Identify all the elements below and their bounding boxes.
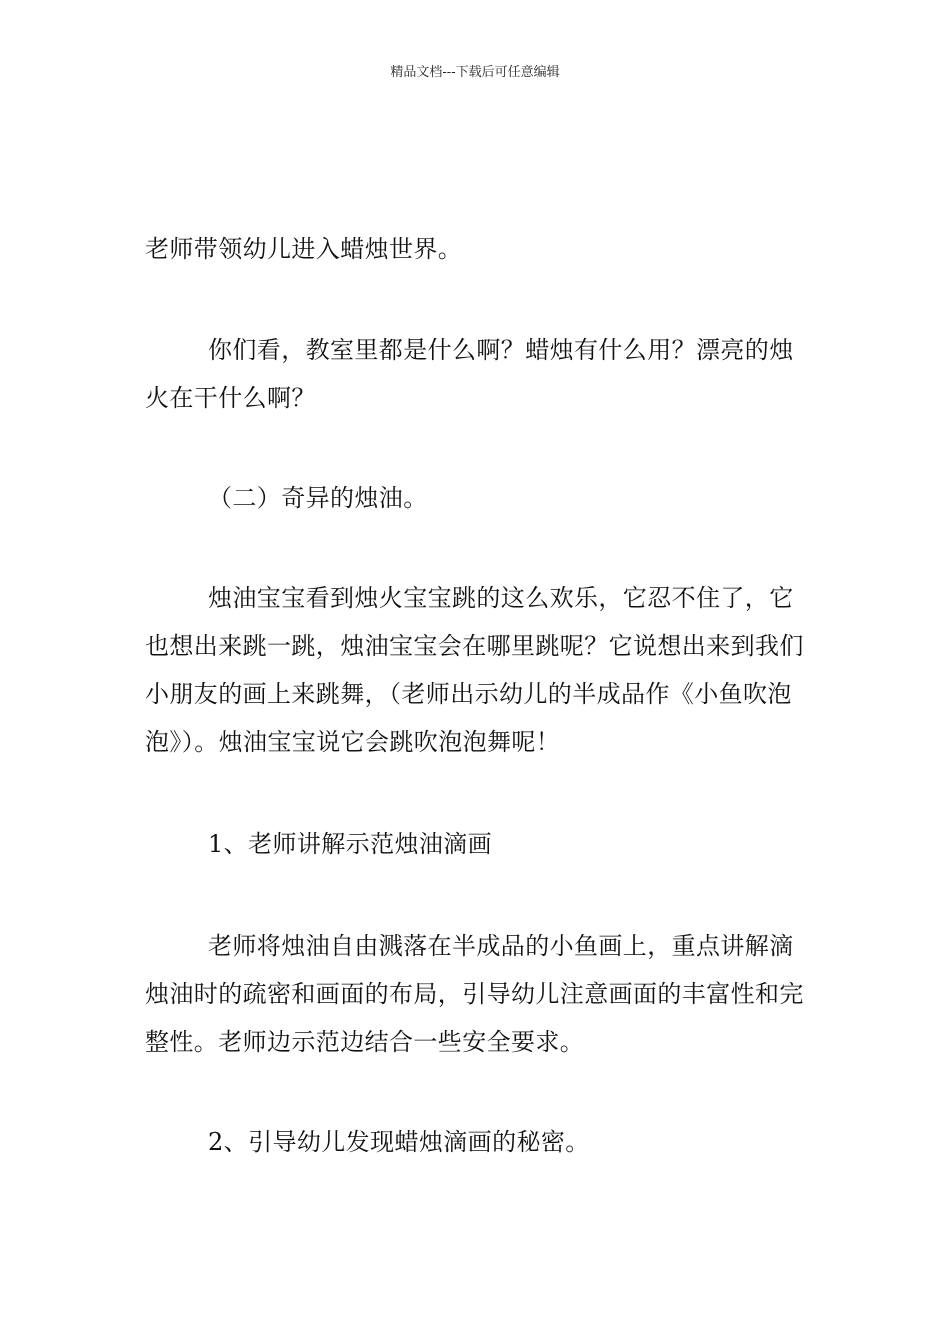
section-heading-wax: （二）奇异的烛油。 <box>208 484 428 512</box>
paragraph-questions: 你们看，教室里都是什么啊？蜡烛有什么用？漂亮的烛火在干什么啊？ <box>145 336 794 412</box>
paragraph-demonstration: 老师将烛油自由溅落在半成品的小鱼画上，重点讲解滴烛油时的疏密和画面的布局，引导幼儿注意画面的丰富性和完整性。老师边示范边结合一些安全要求。 <box>145 932 804 1056</box>
page-header: 精品文档---下载后可任意编辑 <box>390 65 560 80</box>
paragraph-intro: 老师带领幼儿进入蜡烛世界。 <box>145 235 463 263</box>
step-heading-1: 1、老师讲解示范烛油滴画 <box>208 830 493 858</box>
step-heading-2: 2、引导幼儿发现蜡烛滴画的秘密。 <box>208 1128 590 1156</box>
paragraph-wax-story: 烛油宝宝看到烛火宝宝跳的这么欢乐，它忍不住了，它也想出来跳一跳，烛油宝宝会在哪里跳呢？它说想出来到我们小朋友的画上来跳舞，（老师出示幼儿的半成品作《小鱼吹泡泡》）。烛油宝宝说它会跳吹泡泡舞呢！ <box>145 584 804 756</box>
